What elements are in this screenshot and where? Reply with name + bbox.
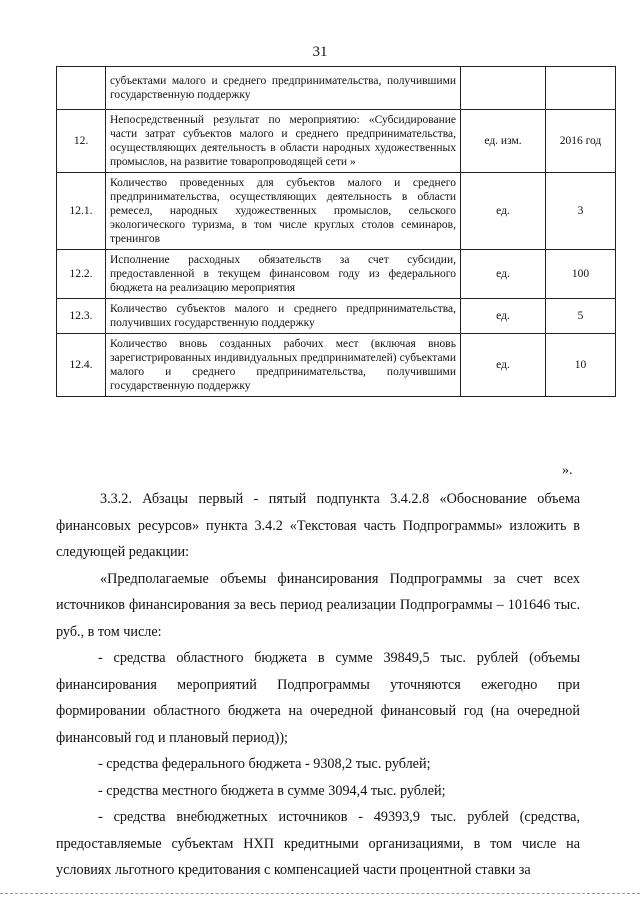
closing-quote-mark: ». (562, 463, 573, 478)
row-number: 12.4. (57, 334, 106, 397)
paragraph-federal-budget: - средства федерального бюджета - 9308,2 тыс. рублей; (98, 756, 431, 772)
row-text: субъектами малого и среднего предпринимательства, получившими государственную поддержку (106, 67, 461, 110)
table-row (57, 250, 616, 299)
row-value: 2016 год (546, 110, 616, 173)
row-text: Исполнение расходных обязательств за счет субсидии, предоставленной в текущем финансовом году из федерального бюджета на реализацию мероприятия (106, 250, 461, 299)
document-body (56, 486, 580, 884)
row-value (546, 67, 616, 110)
row-value: 5 (546, 299, 616, 334)
page-number: 31 (312, 44, 328, 60)
row-text: Непосредственный результат по мероприятию: «Субсидирование части затрат субъектов малого и среднего предпринимательства, осуществляющих деятельность в области народных художественных промыслов, на развитие товаропроводящей сети » (106, 110, 461, 173)
row-value: 100 (546, 250, 616, 299)
row-unit (461, 67, 546, 110)
row-value: 10 (546, 334, 616, 397)
paragraph-amendment: 3.3.2. Абзацы первый - пятый подпункта 3.4.2.8 «Обоснование объема финансовых ресурсов» пункта 3.4.2 «Текстовая часть Подпрограммы» изложить в следующей редакции: (56, 491, 580, 560)
table-row (57, 67, 616, 110)
table-row (57, 334, 616, 397)
paragraph-regional-budget: - средства областного бюджета в сумме 39849,5 тыс. рублей (объемы финансирования мероприятий Подпрограммы уточняются ежегодно при формировании областного бюджета на очередной финансовый год (на очередной финансовый год и плановый период)); (56, 650, 580, 746)
row-number: 12. (57, 110, 106, 173)
indicators-table (56, 66, 616, 397)
row-unit: ед. (461, 250, 546, 299)
row-number (57, 67, 106, 110)
row-text: Количество вновь созданных рабочих мест (включая вновь зарегистрированных индивидуальных предпринимателей) субъектами малого и среднего предпринимательства, получившими государственную поддержку (106, 334, 461, 397)
row-text: Количество проведенных для субъектов малого и среднего предпринимательства, осуществляющих деятельность в области ремесел, народных художественных промыслов, сельского экологического туризма, в том числе круглых столов семинаров, тренингов (106, 173, 461, 250)
row-unit: ед. (461, 334, 546, 397)
page-bottom-rule (0, 893, 640, 894)
row-number: 12.1. (57, 173, 106, 250)
table-row (57, 299, 616, 334)
row-number: 12.2. (57, 250, 106, 299)
paragraph-extrabudgetary: - средства внебюджетных источников - 49393,9 тыс. рублей (средства, предоставляемые субъектам НХП кредитными организациями, в том числе на условиях льготного кредитования с компенсацией части процентной ставки за (56, 809, 580, 878)
paragraph-total-funding: «Предполагаемые объемы финансирования Подпрограммы за счет всех источников финансирования за весь период реализации Подпрограммы – 101646 тыс. руб., в том числе: (56, 570, 580, 640)
row-number: 12.3. (57, 299, 106, 334)
row-text: Количество субъектов малого и среднего предпринимательства, получивших государственную поддержку (106, 299, 461, 334)
table-row (57, 173, 616, 250)
row-unit: ед. (461, 299, 546, 334)
row-unit: ед. изм. (461, 110, 546, 173)
row-value: 3 (546, 173, 616, 250)
paragraph-local-budget: - средства местного бюджета в сумме 3094,4 тыс. рублей; (98, 782, 446, 799)
row-unit: ед. (461, 173, 546, 250)
table-row (57, 110, 616, 173)
